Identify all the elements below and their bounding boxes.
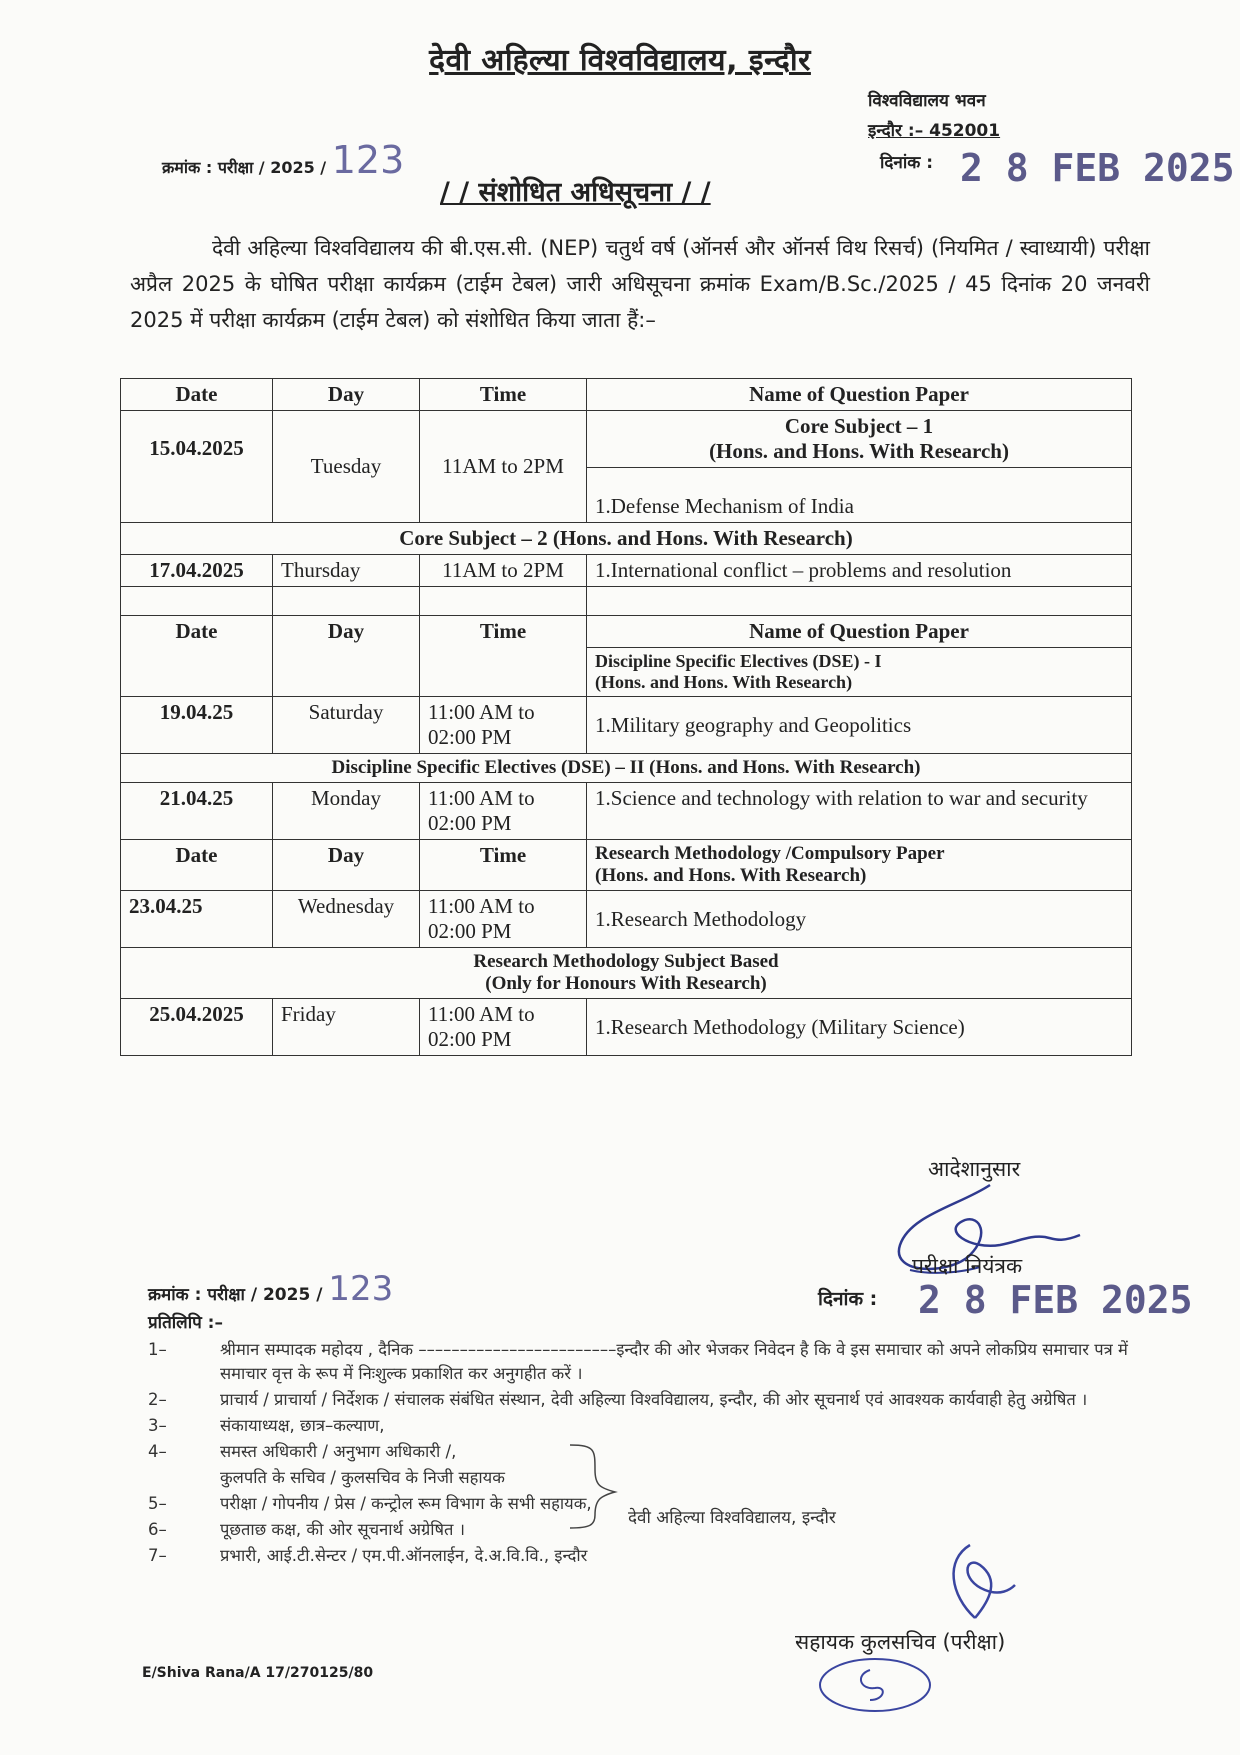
reference-label: क्रमांक : परीक्षा / 2025 / xyxy=(162,158,327,177)
brace-note: देवी अहिल्या विश्वविद्यालय, इन्दौर xyxy=(628,1508,836,1528)
empty-cell xyxy=(121,587,273,616)
registrar-signature xyxy=(930,1540,1020,1625)
exam-day: Tuesday xyxy=(273,411,420,523)
section-title: Discipline Specific Electives (DSE) - I xyxy=(595,651,882,671)
table-header-row xyxy=(121,379,1132,411)
address-building: विश्वविद्यालय भवन xyxy=(868,91,986,111)
table-row xyxy=(121,697,1132,754)
list-item xyxy=(148,1338,1128,1386)
date-label: दिनांक : xyxy=(880,153,934,173)
exam-day: Thursday xyxy=(273,555,420,587)
file-reference: E/Shiva Rana/A 17/270125/80 xyxy=(142,1665,374,1681)
reference-line xyxy=(148,1269,394,1309)
header-day: Day xyxy=(273,379,420,411)
item-text: पूछताछ कक्ष, की ओर सूचनार्थ अग्रेषित । xyxy=(220,1520,465,1539)
copy-heading: प्रतिलिपि :– xyxy=(148,1313,223,1333)
table-row xyxy=(121,411,1132,468)
exam-date: 21.04.25 xyxy=(121,783,273,840)
item-text: परीक्षा / गोपनीय / प्रेस / कन्ट्रोल रूम विभाग के सभी सहायक, xyxy=(220,1494,592,1513)
by-order-text: आदेशानुसार xyxy=(928,1157,1021,1181)
header-time: Time xyxy=(420,616,587,697)
exam-date: 15.04.2025 xyxy=(121,411,273,523)
section-title: Core Subject – 1 xyxy=(784,414,934,438)
reference-label: क्रमांक : परीक्षा / 2025 / xyxy=(148,1285,323,1305)
header-date: Date xyxy=(121,379,273,411)
section-subtitle: (Hons. and Hons. With Research) xyxy=(595,865,867,886)
address-city: इन्दौर :– 452001 xyxy=(868,121,1001,141)
header-time: Time xyxy=(420,840,587,891)
list-item xyxy=(148,1388,1128,1412)
section-heading xyxy=(587,648,1132,697)
item-text: समस्त अधिकारी / अनुभाग अधिकारी /, xyxy=(220,1442,457,1461)
empty-cell xyxy=(420,587,587,616)
exam-time: 11AM to 2PM xyxy=(420,555,587,587)
empty-cell xyxy=(273,587,420,616)
item-text: प्राचार्य / प्राचार्या / निर्देशक / संचालक संबंधित संस्थान, देवी अहिल्या विश्वविद्यालय, इन्दौर, की ओर सूचनार्थ एवं आवश्यक कार्यवाही हेतु अग्रेषित । xyxy=(220,1390,1088,1409)
section-heading: Core Subject – 2 (Hons. and Hons. With Research) xyxy=(121,523,1132,555)
header-date: Date xyxy=(121,840,273,891)
timetable xyxy=(120,378,1132,1056)
intro-paragraph: देवी अहिल्या विश्वविद्यालय की बी.एस.सी. (NEP) चतुर्थ वर्ष (ऑनर्स और ऑनर्स विथ रिसर्च) (नियमित / स्वाध्यायी) परीक्षा अप्रैल 2025 के घोषित परीक्षा कार्यक्रम (टाईम टेबल) जारी अधिसूचना क्रमांक Exam/B.Sc./2025 / 45 दिनांक 20 जनवरी 2025 में परीक्षा कार्यक्रम (टाईम टेबल) को संशोधित किया जाता हैं:– xyxy=(130,236,1150,332)
section-row xyxy=(121,948,1132,999)
copy-reference xyxy=(148,1269,394,1337)
exam-time: 11:00 AM to 02:00 PM xyxy=(420,783,587,840)
date-label: दिनांक : xyxy=(818,1288,878,1310)
exam-date: 19.04.25 xyxy=(121,697,273,754)
section-title: Research Methodology /Compulsory Paper xyxy=(595,843,945,864)
date-stamp: 2 8 FEB 2025 xyxy=(918,1278,1193,1322)
exam-controller-title: परीक्षा नियंत्रक xyxy=(912,1254,1023,1278)
exam-day: Friday xyxy=(273,999,420,1056)
paper-name: 1.Military geography and Geopolitics xyxy=(587,697,1132,754)
header-day: Day xyxy=(273,840,420,891)
section-subtitle: (Hons. and Hons. With Research) xyxy=(595,672,853,692)
handwritten-ref-number: 123 xyxy=(331,138,405,182)
header-paper: Name of Question Paper xyxy=(587,379,1132,411)
item-text: प्रभारी, आई.टी.सेन्टर / एम.पी.ऑनलाईन, दे.अ.वि.वि., इन्दौर xyxy=(220,1546,588,1565)
item-number: 3– xyxy=(148,1416,167,1435)
exam-time: 11:00 AM to 02:00 PM xyxy=(420,999,587,1056)
assistant-registrar-title: सहायक कुलसचिव (परीक्षा) xyxy=(795,1630,1006,1654)
list-item xyxy=(148,1414,1128,1438)
item-text: श्रीमान सम्पादक महोदय , दैनिक ––––––––––––––––––––––––इन्दौर की ओर भेजकर निवेदन है कि वे इस समाचार को अपने लोकप्रिय समाचार पत्र में समाचार वृत्त के रूप में निःशुल्क प्रकाशित कर अनुगहीत करें । xyxy=(220,1340,1128,1383)
exam-day: Wednesday xyxy=(273,891,420,948)
exam-day: Saturday xyxy=(273,697,420,754)
empty-cell xyxy=(587,587,1132,616)
university-title: देवी अहिल्या विश्वविद्यालय, इन्दौर xyxy=(429,43,811,78)
section-heading xyxy=(587,840,1132,891)
date-stamp: 2 8 FEB 2025 xyxy=(960,146,1235,190)
exam-day: Monday xyxy=(273,783,420,840)
handwritten-ref-number: 123 xyxy=(328,1269,394,1309)
table-header-row xyxy=(121,840,1132,891)
table-row xyxy=(121,891,1132,948)
paper-name: 1.International conflict – problems and resolution xyxy=(587,555,1132,587)
section-title: Research Methodology Subject Based xyxy=(473,951,779,972)
table-row xyxy=(121,555,1132,587)
exam-time: 11AM to 2PM xyxy=(420,411,587,523)
section-heading: Discipline Specific Electives (DSE) – II (Hons. and Hons. With Research) xyxy=(121,754,1132,783)
section-heading xyxy=(121,948,1132,999)
paper-name: 1.Research Methodology (Military Science) xyxy=(587,999,1132,1056)
item-number: 7– xyxy=(148,1546,167,1565)
exam-date: 25.04.2025 xyxy=(121,999,273,1056)
item-number: 2– xyxy=(148,1390,167,1409)
item-number: 4– xyxy=(148,1442,167,1461)
paper-name: 1.Defense Mechanism of India xyxy=(587,468,1132,523)
list-item xyxy=(148,1440,1128,1464)
spacer-row xyxy=(121,587,1132,616)
brace-icon xyxy=(565,1440,625,1530)
reference-number xyxy=(162,138,404,182)
section-subtitle: (Hons. and Hons. With Research) xyxy=(709,439,1009,463)
initials-signature xyxy=(815,1650,965,1720)
paper-name: 1.Science and technology with relation to war and security xyxy=(587,783,1132,840)
table-row xyxy=(121,783,1132,840)
item-number: 6– xyxy=(148,1520,167,1539)
exam-date: 23.04.25 xyxy=(121,891,273,948)
header-time: Time xyxy=(420,379,587,411)
section-heading xyxy=(587,411,1132,468)
paper-name: 1.Research Methodology xyxy=(587,891,1132,948)
item-text: कुलपति के सचिव / कुलसचिव के निजी सहायक xyxy=(220,1468,505,1487)
item-number: 1– xyxy=(148,1340,167,1359)
exam-time: 11:00 AM to 02:00 PM xyxy=(420,891,587,948)
exam-time: 11:00 AM to 02:00 PM xyxy=(420,697,587,754)
exam-date: 17.04.2025 xyxy=(121,555,273,587)
section-subtitle: (Only for Honours With Research) xyxy=(485,973,767,994)
item-number: 5– xyxy=(148,1494,167,1513)
item-text: संकायाध्यक्ष, छात्र–कल्याण, xyxy=(220,1416,385,1435)
table-header-row xyxy=(121,616,1132,648)
header-day: Day xyxy=(273,616,420,697)
header-paper: Name of Question Paper xyxy=(587,616,1132,648)
section-row xyxy=(121,754,1132,783)
notice-title: / / संशोधित अधिसूचना / / xyxy=(440,177,711,208)
list-item xyxy=(148,1466,1128,1490)
section-row xyxy=(121,523,1132,555)
table-row xyxy=(121,999,1132,1056)
copy-distribution-list xyxy=(148,1338,1128,1570)
header-date: Date xyxy=(121,616,273,697)
